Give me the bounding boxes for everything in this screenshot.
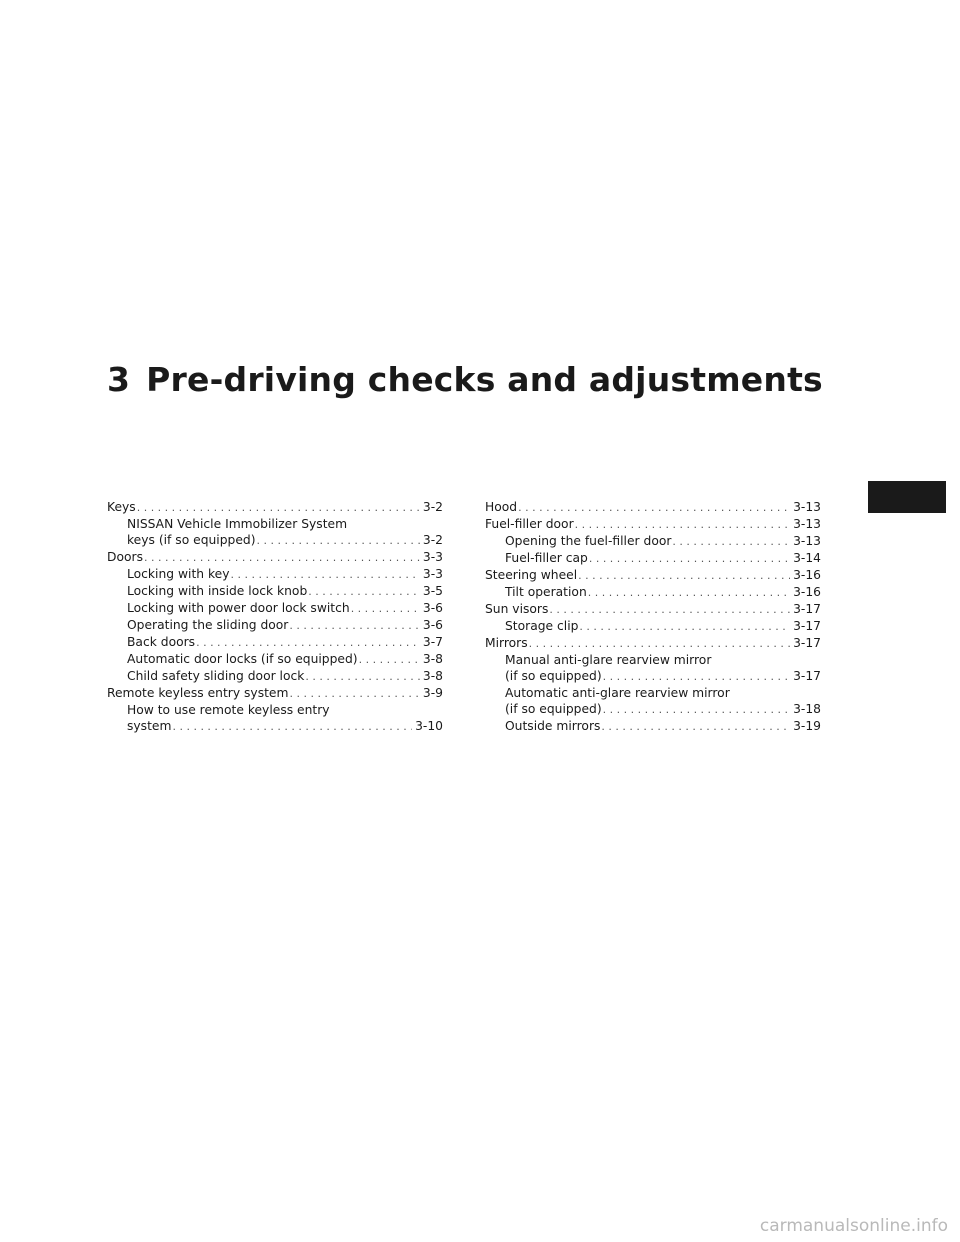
toc-page-number: 3-16 <box>793 568 821 582</box>
toc-entry-row <box>505 550 821 567</box>
toc-dot-leader <box>196 635 420 651</box>
toc-entry-label: Steering wheel <box>485 568 578 582</box>
toc-entry-row <box>505 584 821 601</box>
toc-entry-row <box>505 701 821 718</box>
toc-page-number: 3-8 <box>422 669 443 683</box>
toc-entry-row <box>505 718 821 735</box>
toc-page-number: 3-6 <box>422 618 443 632</box>
chapter-thumb-tab <box>868 481 946 513</box>
toc-entry-row <box>107 549 443 566</box>
toc-entry-label: Fuel-filler door <box>485 517 574 531</box>
toc-page-number: 3-17 <box>793 669 821 683</box>
toc-dot-leader <box>518 500 790 516</box>
toc-entry-row <box>485 635 821 652</box>
toc-entry-label: (if so equipped) <box>505 702 602 716</box>
toc-entry-label: Outside mirrors <box>505 719 601 733</box>
toc-entry-row <box>505 533 821 550</box>
toc-entry-row <box>127 583 443 600</box>
toc-entry-label: Tilt operation <box>505 585 587 599</box>
toc-dot-leader <box>549 602 790 618</box>
toc-entry-row <box>485 516 821 533</box>
toc-dot-leader <box>578 568 790 584</box>
toc-entry-label: Locking with power door lock switch <box>127 601 350 615</box>
toc-entry-row <box>127 718 443 735</box>
toc-entry-row <box>505 618 821 635</box>
toc-entry-label: keys (if so equipped) <box>127 533 256 547</box>
toc-entry-label: Remote keyless entry system <box>107 686 289 700</box>
toc-page-number: 3-13 <box>793 500 821 514</box>
toc-dot-leader <box>305 669 420 685</box>
toc-entry-label-first-line: NISSAN Vehicle Immobilizer System <box>127 517 348 531</box>
toc-dot-leader <box>589 551 790 567</box>
toc-page-number: 3-5 <box>422 584 443 598</box>
toc-page-number: 3-2 <box>422 533 443 547</box>
toc-entry-label: Doors <box>107 550 143 564</box>
toc-entry[interactable] <box>485 652 821 685</box>
toc-entry-label: Keys <box>107 500 136 514</box>
toc-page-number: 3-3 <box>422 550 443 564</box>
toc-entry-label: Child safety sliding door lock <box>127 669 305 683</box>
chapter-title <box>107 360 823 399</box>
toc-dot-leader <box>575 517 790 533</box>
toc-dot-leader <box>289 618 420 634</box>
toc-page-number: 3-8 <box>422 652 443 666</box>
toc-entry-label: Automatic door locks (if so equipped) <box>127 652 358 666</box>
toc-entry-label: Locking with key <box>127 567 230 581</box>
toc-entry-row <box>127 634 443 651</box>
toc-entry-label: Sun visors <box>485 602 549 616</box>
toc-entry[interactable] <box>485 499 821 516</box>
toc-dot-leader <box>601 719 790 735</box>
toc-entry-label: Hood <box>485 500 518 514</box>
toc-entry[interactable] <box>107 685 443 702</box>
toc-page-number: 3-13 <box>793 534 821 548</box>
toc-dot-leader <box>308 584 420 600</box>
toc-entry[interactable] <box>107 583 443 600</box>
toc-entry-row <box>127 532 443 549</box>
toc-entry-row <box>127 600 443 617</box>
toc-entry-label-first-line: Automatic anti-glare rearview mirror <box>505 686 730 700</box>
toc-entry-row <box>485 499 821 516</box>
toc-page-number: 3-2 <box>422 500 443 514</box>
toc-entry[interactable] <box>485 601 821 618</box>
toc-left-column <box>107 499 443 735</box>
toc-page-number: 3-13 <box>793 517 821 531</box>
toc-page-number: 3-10 <box>415 719 443 733</box>
toc-entry-label-first-line: How to use remote keyless entry <box>127 703 330 717</box>
toc-entry[interactable] <box>107 499 443 516</box>
toc-entry-label: Locking with inside lock knob <box>127 584 308 598</box>
toc-dot-leader <box>144 550 420 566</box>
toc-entry-row <box>127 668 443 685</box>
toc-entry-row <box>127 617 443 634</box>
toc-entry[interactable] <box>485 550 821 567</box>
toc-dot-leader <box>529 636 790 652</box>
toc-entry[interactable] <box>107 668 443 685</box>
toc-entry-row <box>505 668 821 685</box>
toc-entry[interactable] <box>107 702 443 735</box>
toc-page-number: 3-17 <box>793 619 821 633</box>
toc-entry[interactable] <box>107 566 443 583</box>
toc-entry[interactable] <box>107 651 443 668</box>
toc-entry[interactable] <box>485 567 821 584</box>
toc-entry[interactable] <box>107 516 443 549</box>
toc-entry[interactable] <box>485 718 821 735</box>
toc-dot-leader <box>231 567 420 583</box>
toc-entry[interactable] <box>107 600 443 617</box>
toc-dot-leader <box>137 500 420 516</box>
toc-page-number: 3-3 <box>422 567 443 581</box>
toc-page-number: 3-19 <box>793 719 821 733</box>
toc-entry-row <box>485 601 821 618</box>
toc-dot-leader <box>351 601 420 617</box>
toc-entry[interactable] <box>107 549 443 566</box>
toc-entry[interactable] <box>485 533 821 550</box>
toc-page-number: 3-16 <box>793 585 821 599</box>
toc-page-number: 3-14 <box>793 551 821 565</box>
toc-dot-leader <box>579 619 790 635</box>
toc-page-number: 3-9 <box>422 686 443 700</box>
toc-dot-leader <box>257 533 420 549</box>
watermark: carmanualsonline.info <box>759 1216 948 1236</box>
toc-entry-label-first-line: Manual anti-glare rearview mirror <box>505 653 712 667</box>
toc-entry-label: Fuel-filler cap <box>505 551 588 565</box>
toc-entry[interactable] <box>485 584 821 601</box>
toc-right-column <box>485 499 821 735</box>
toc-entry-row <box>127 566 443 583</box>
toc-entry[interactable] <box>485 685 821 718</box>
toc-entry-label: Storage clip <box>505 619 579 633</box>
toc-page-number: 3-7 <box>422 635 443 649</box>
toc-page-number: 3-17 <box>793 602 821 616</box>
toc-dot-leader <box>672 534 790 550</box>
toc-entry-label: Operating the sliding door <box>127 618 289 632</box>
toc-entry[interactable] <box>107 617 443 634</box>
toc-entry[interactable] <box>485 516 821 533</box>
toc-page-number: 3-17 <box>793 636 821 650</box>
toc-page-number: 3-18 <box>793 702 821 716</box>
toc-entry[interactable] <box>107 634 443 651</box>
chapter-number: 3 <box>107 360 131 399</box>
toc-dot-leader <box>172 719 412 735</box>
toc-dot-leader <box>603 669 790 685</box>
toc-entry[interactable] <box>485 635 821 652</box>
toc-entry-row <box>485 567 821 584</box>
toc-entry-label: system <box>127 719 172 733</box>
toc-dot-leader <box>359 652 420 668</box>
toc-page-number: 3-6 <box>422 601 443 615</box>
toc-entry[interactable] <box>485 618 821 635</box>
toc-dot-leader <box>603 702 790 718</box>
toc-entry-row <box>127 651 443 668</box>
toc-dot-leader <box>289 686 419 702</box>
toc-entry-row <box>107 685 443 702</box>
toc-entry-row <box>107 499 443 516</box>
toc-entry-label: Back doors <box>127 635 196 649</box>
toc-dot-leader <box>588 585 790 601</box>
toc-entry-label: Opening the fuel-filler door <box>505 534 672 548</box>
toc-entry-label: (if so equipped) <box>505 669 602 683</box>
toc-entry-label: Mirrors <box>485 636 528 650</box>
chapter-title-text: Pre-driving checks and adjustments <box>146 360 823 399</box>
